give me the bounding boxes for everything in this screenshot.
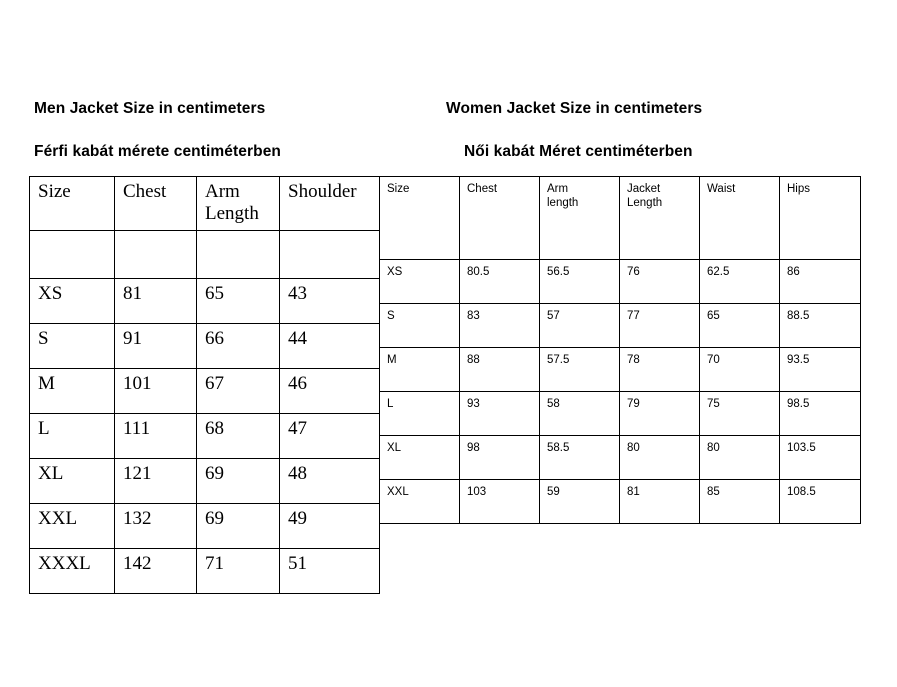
- men-cell-chest: 101: [115, 369, 197, 414]
- men-table-title: Men Jacket Size in centimeters: [34, 100, 266, 117]
- women-header-hips: [780, 177, 861, 260]
- women-cell-waist: 62.5: [700, 260, 780, 304]
- women-cell-arm: 57.5: [540, 348, 620, 392]
- men-size-table: [29, 176, 380, 594]
- women-header-arm-length: [540, 177, 620, 260]
- men-header-arm-length: [197, 177, 280, 231]
- men-cell-size: M: [30, 369, 115, 414]
- men-cell-chest: 91: [115, 324, 197, 369]
- women-cell-size: XS: [380, 260, 460, 304]
- men-cell-size: S: [30, 324, 115, 369]
- women-cell-waist: 85: [700, 480, 780, 524]
- men-cell-arm: 67: [197, 369, 280, 414]
- men-cell-arm: 71: [197, 549, 280, 594]
- women-cell-jacket: 77: [620, 304, 700, 348]
- men-header-size: [30, 177, 115, 231]
- men-blank-size: [30, 231, 115, 279]
- men-cell-arm: 69: [197, 459, 280, 504]
- women-cell-jacket: 80: [620, 436, 700, 480]
- men-header-chest-line1: Chest: [123, 181, 167, 202]
- women-table-header-row: [380, 177, 861, 260]
- women-header-chest: [460, 177, 540, 260]
- women-cell-waist: 75: [700, 392, 780, 436]
- women-cell-chest: 98: [460, 436, 540, 480]
- women-header-arm-line1: Arm: [547, 183, 569, 195]
- women-cell-hips: 93.5: [780, 348, 861, 392]
- women-header-waist: [700, 177, 780, 260]
- women-cell-chest: 93: [460, 392, 540, 436]
- women-header-jacket-length: [620, 177, 700, 260]
- women-header-size-line1: Size: [387, 183, 410, 195]
- women-cell-size: M: [380, 348, 460, 392]
- men-header-arm-line2: Length: [205, 202, 259, 224]
- women-header-hips-line1: Hips: [787, 183, 811, 195]
- women-cell-hips: 98.5: [780, 392, 861, 436]
- women-cell-waist: 65: [700, 304, 780, 348]
- table-row: [380, 348, 861, 392]
- men-header-arm-line1: Arm: [205, 181, 240, 202]
- women-size-table: [379, 176, 861, 524]
- table-row: [380, 480, 861, 524]
- women-header-jacket-line2: Length: [627, 197, 663, 210]
- women-header-jacket-line1: Jacket: [627, 183, 661, 195]
- men-cell-shoulder: 49: [280, 504, 380, 549]
- women-cell-arm: 57: [540, 304, 620, 348]
- women-header-waist-line1: Waist: [707, 183, 736, 195]
- men-blank-shoulder: [280, 231, 380, 279]
- women-table-title: Women Jacket Size in centimeters: [446, 100, 703, 117]
- men-cell-arm: 66: [197, 324, 280, 369]
- women-cell-hips: 86: [780, 260, 861, 304]
- men-cell-arm: 68: [197, 414, 280, 459]
- men-cell-shoulder: 46: [280, 369, 380, 414]
- men-cell-size: XXXL: [30, 549, 115, 594]
- men-cell-chest: 121: [115, 459, 197, 504]
- women-cell-jacket: 81: [620, 480, 700, 524]
- women-cell-hips: 103.5: [780, 436, 861, 480]
- men-cell-chest: 132: [115, 504, 197, 549]
- men-cell-shoulder: 51: [280, 549, 380, 594]
- table-row: [30, 324, 380, 369]
- table-row: [30, 549, 380, 594]
- table-row: [30, 369, 380, 414]
- table-row: [380, 304, 861, 348]
- men-cell-shoulder: 43: [280, 279, 380, 324]
- men-cell-chest: 142: [115, 549, 197, 594]
- men-cell-size: L: [30, 414, 115, 459]
- women-cell-jacket: 76: [620, 260, 700, 304]
- men-table-blank-row: [30, 231, 380, 279]
- women-header-size: [380, 177, 460, 260]
- men-blank-chest: [115, 231, 197, 279]
- table-row: [380, 260, 861, 304]
- table-row: [30, 459, 380, 504]
- table-row: [30, 504, 380, 549]
- women-cell-waist: 70: [700, 348, 780, 392]
- table-row: [380, 392, 861, 436]
- women-cell-arm: 58: [540, 392, 620, 436]
- men-header-size-line1: Size: [38, 181, 71, 202]
- women-cell-arm: 58.5: [540, 436, 620, 480]
- table-row: [380, 436, 861, 480]
- women-header-arm-line2: length: [547, 197, 579, 210]
- women-cell-hips: 108.5: [780, 480, 861, 524]
- men-cell-size: XL: [30, 459, 115, 504]
- women-cell-jacket: 78: [620, 348, 700, 392]
- men-header-shoulder-line1: Shoulder: [288, 181, 357, 202]
- men-cell-chest: 81: [115, 279, 197, 324]
- table-row: [30, 414, 380, 459]
- women-cell-size: S: [380, 304, 460, 348]
- men-table-header-row: [30, 177, 380, 231]
- women-cell-size: XL: [380, 436, 460, 480]
- men-cell-arm: 65: [197, 279, 280, 324]
- men-header-chest: [115, 177, 197, 231]
- men-cell-size: XS: [30, 279, 115, 324]
- women-cell-chest: 80.5: [460, 260, 540, 304]
- women-cell-arm: 56.5: [540, 260, 620, 304]
- women-cell-chest: 83: [460, 304, 540, 348]
- men-table-subtitle-hungarian: Férfi kabát mérete centiméterben: [34, 143, 281, 160]
- men-cell-chest: 111: [115, 414, 197, 459]
- women-cell-waist: 80: [700, 436, 780, 480]
- women-header-chest-line1: Chest: [467, 183, 498, 195]
- table-row: [30, 279, 380, 324]
- men-blank-arm: [197, 231, 280, 279]
- women-cell-chest: 88: [460, 348, 540, 392]
- men-cell-size: XXL: [30, 504, 115, 549]
- women-cell-size: L: [380, 392, 460, 436]
- men-cell-arm: 69: [197, 504, 280, 549]
- women-cell-size: XXL: [380, 480, 460, 524]
- men-cell-shoulder: 44: [280, 324, 380, 369]
- women-cell-hips: 88.5: [780, 304, 861, 348]
- women-cell-jacket: 79: [620, 392, 700, 436]
- women-cell-chest: 103: [460, 480, 540, 524]
- women-table-subtitle-hungarian: Női kabát Méret centiméterben: [464, 143, 693, 160]
- men-header-shoulder: [280, 177, 380, 231]
- women-cell-arm: 59: [540, 480, 620, 524]
- men-cell-shoulder: 47: [280, 414, 380, 459]
- men-cell-shoulder: 48: [280, 459, 380, 504]
